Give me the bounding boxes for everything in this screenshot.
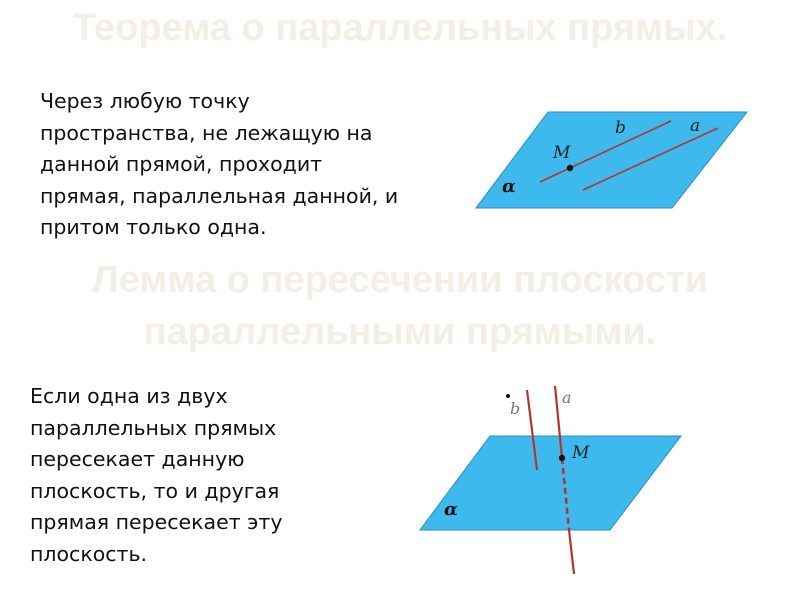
plane-alpha-1	[476, 112, 747, 208]
label-alpha-1: α	[502, 176, 516, 197]
label-m-2: M	[572, 443, 590, 463]
point-above-b	[506, 394, 510, 398]
point-m-1	[567, 165, 573, 171]
plane-alpha-2	[420, 436, 681, 530]
label-b-1: b	[615, 118, 626, 138]
label-b-2: b	[510, 399, 521, 418]
lemma-statement: Если одна из двух параллельных прямых пересекает данную плоскость, то и другая прямая пересекает эту плоскость.	[30, 384, 283, 566]
lemma-title: Лемма о пересечении плоскости параллельными прямыми.	[92, 259, 708, 353]
label-alpha-2: α	[444, 499, 458, 520]
point-m-2	[559, 455, 565, 461]
label-a-1: a	[690, 116, 701, 136]
label-a-2: a	[562, 388, 572, 407]
line-a-2-lower	[569, 530, 574, 574]
theorem-title: Теорема о параллельных прямых.	[72, 7, 728, 49]
theorem-statement: Через любую точку пространства, не лежащую на данной прямой, проходит прямая, параллельная данной, и притом только одна.	[40, 89, 399, 239]
label-m-1: M	[553, 143, 571, 163]
lemma-figure	[420, 386, 681, 574]
theorem-figure	[476, 112, 747, 208]
